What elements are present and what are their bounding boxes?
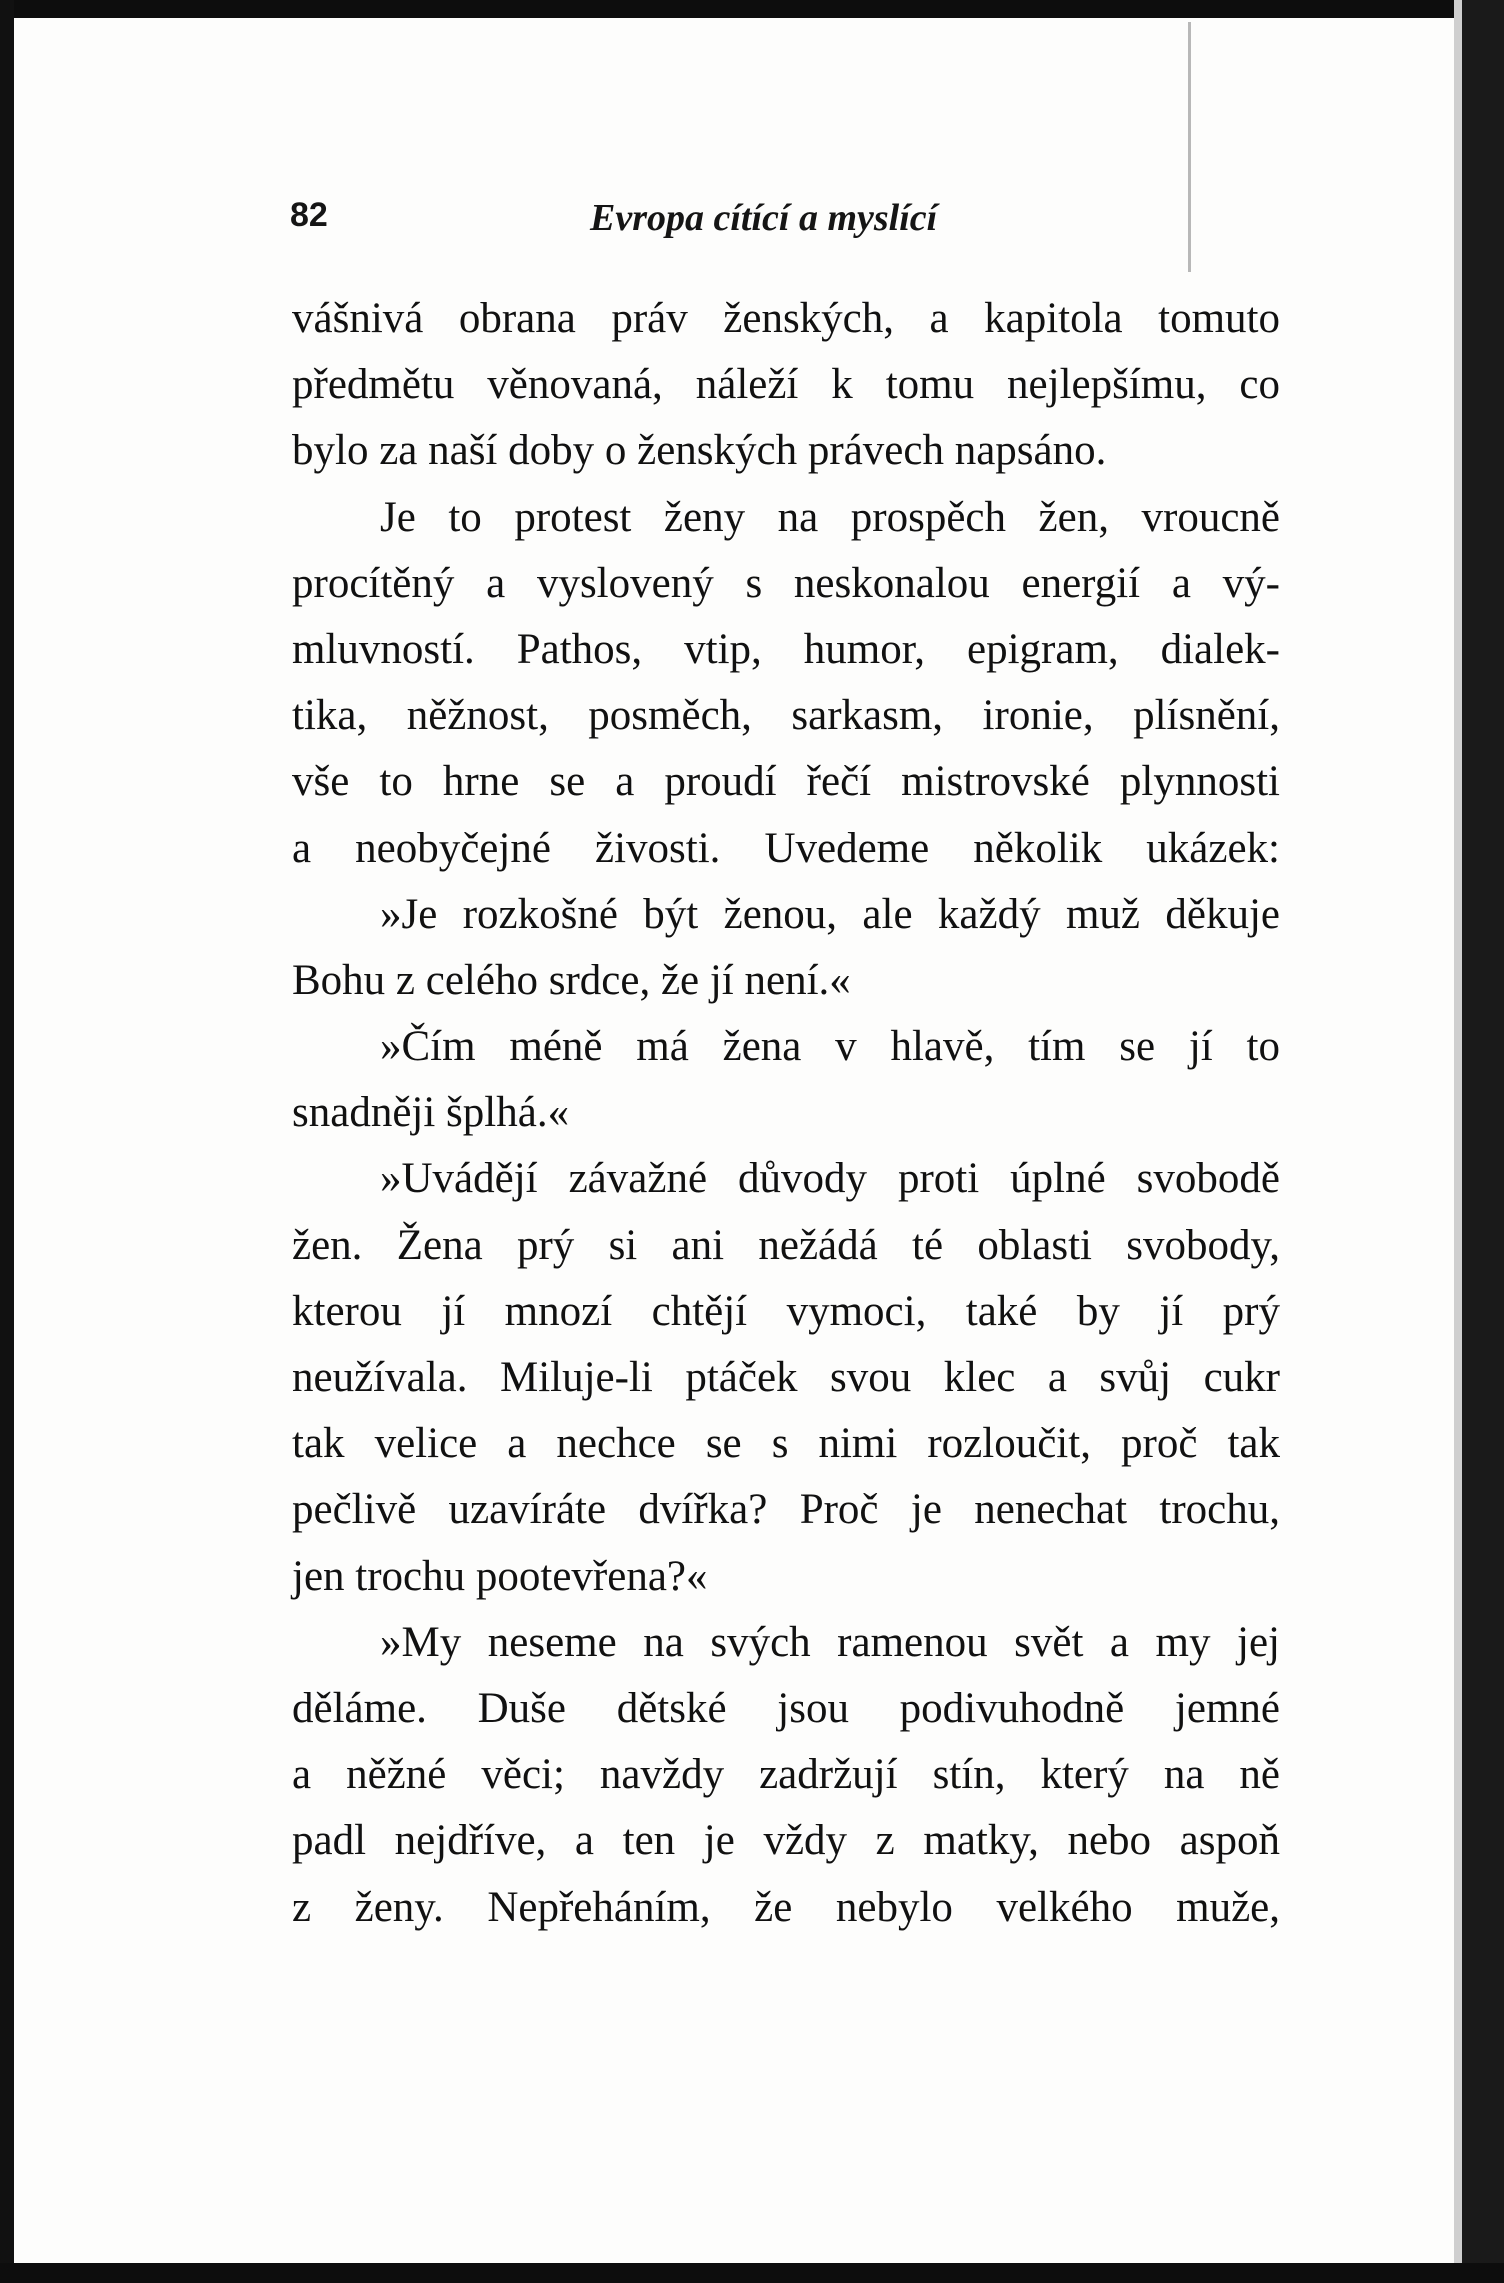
text-line: »My neseme na svých ramenou svět a my jej <box>380 1618 1280 1666</box>
text-line: Bohu z celého srdce, že jí není.« <box>292 956 851 1004</box>
scan-border-bottom <box>0 2263 1504 2283</box>
text-line: tak velice a nechce se s nimi rozloučit, proč tak <box>292 1420 1280 1468</box>
text-line: kterou jí mnozí chtějí vymoci, také by jí prý <box>292 1287 1280 1335</box>
text-line: a neobyčejné živosti. Uvedeme několik ukázek: <box>292 824 1280 872</box>
text-line: předmětu věnovaná, náleží k tomu nejlepšímu, co <box>292 361 1280 409</box>
text-line: snadněji šplhá.« <box>292 1089 570 1137</box>
text-line: »Uvádějí závažné důvody proti úplné svobodě <box>380 1155 1280 1203</box>
text-line: mluvností. Pathos, vtip, humor, epigram, dialek- <box>292 625 1280 673</box>
scan-border-top <box>0 0 1504 18</box>
text-line: padl nejdříve, a ten je vždy z matky, nebo aspoň <box>292 1817 1280 1865</box>
text-line: bylo za naší doby o ženských právech napsáno. <box>292 427 1107 475</box>
text-line: tika, něžnost, posměch, sarkasm, ironie, plísnění, <box>292 692 1280 740</box>
text-line: z ženy. Nepřeháním, že nebylo velkého muže, <box>292 1883 1280 1931</box>
text-line: vše to hrne se a proudí řečí mistrovské plynnosti <box>292 758 1280 806</box>
text-line: »Čím méně má žena v hlavě, tím se jí to <box>380 1023 1280 1071</box>
page-header <box>290 196 1290 246</box>
body-text <box>292 286 1280 1941</box>
running-title: Evropa cítící a myslící <box>590 197 938 239</box>
text-line: procítěný a vyslovený s neskonalou energií a vý- <box>292 559 1280 607</box>
text-line: pečlivě uzavíráte dvířka? Proč je nenechat trochu, <box>292 1486 1280 1534</box>
text-line: »Je rozkošné být ženou, ale každý muž děkuje <box>380 890 1280 938</box>
scan-border-right <box>1462 0 1504 2283</box>
text-line: vášnivá obrana práv ženských, a kapitola tomuto <box>292 295 1280 342</box>
text-line: a něžné věci; navždy zadržují stín, který na ně <box>292 1751 1280 1799</box>
text-line: jen trochu pootevřena?« <box>292 1552 708 1600</box>
text-line: děláme. Duše dětské jsou podivuhodně jemné <box>292 1684 1280 1732</box>
scan-border-left <box>0 0 14 2283</box>
page-number: 82 <box>290 196 328 234</box>
text-line: Je to protest ženy na prospěch žen, vroucně <box>380 493 1280 541</box>
scan-border-right-shadow <box>1454 0 1462 2283</box>
text-line: neužívala. Miluje-li ptáček svou klec a svůj cukr <box>292 1354 1280 1401</box>
text-line: žen. Žena prý si ani nežádá té oblasti svobody, <box>292 1221 1280 1269</box>
